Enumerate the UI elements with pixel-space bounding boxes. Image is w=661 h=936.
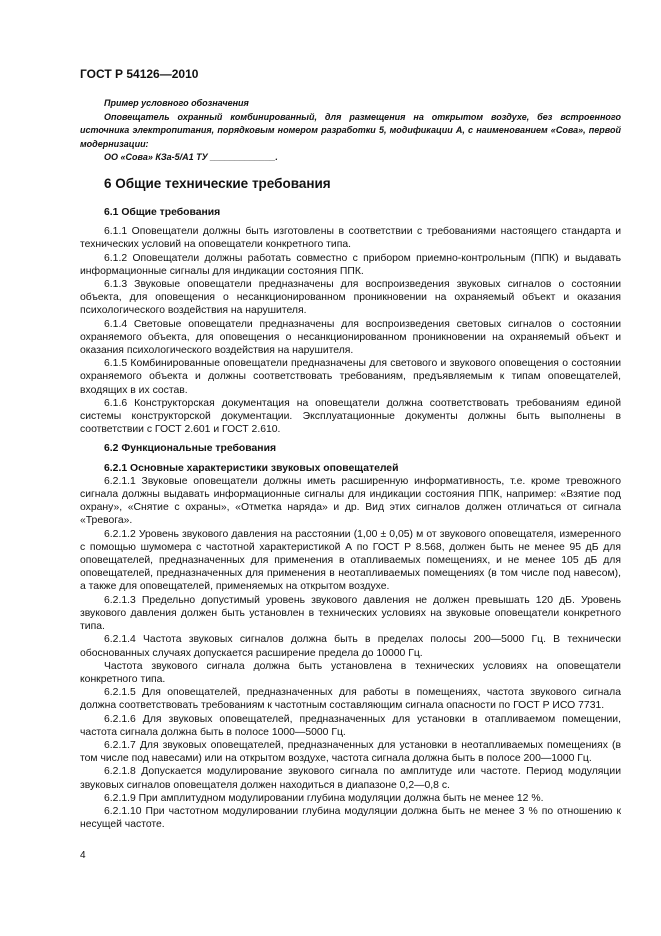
example-title: Пример условного обозначения xyxy=(104,98,249,108)
paragraph-6-1-6: 6.1.6 Конструкторская документация на оповещатели должна соответствовать требованиям единой системы конструкторской документации. Эксплуатационные документы должны быть выполнены в соответствии с ГОСТ 2.601 и ГОСТ 2.610. xyxy=(80,397,621,436)
paragraph-6-1-1: 6.1.1 Оповещатели должны быть изготовлены в соответствии с требованиями настоящего стандарта и технических условий на оповещатели конкретного типа. xyxy=(80,226,621,251)
example-text: Оповещатель охранный комбинированный, для размещения на открытом воздухе, без встроенного источника электропитания, порядковым номером разработки 5, модификации А, с наименованием «Сова», первой модернизации: xyxy=(80,111,621,149)
paragraph-6-1-2: 6.1.2 Оповещатели должны работать совместно с прибором приемно-контрольным (ППК) и выдавать информационные сигналы для индикации состояния ППК. xyxy=(80,252,621,277)
example-designation: ОО «Сова» КЗа-5/А1 ТУ _____________. xyxy=(104,152,278,163)
paragraph-6-2-1-4: 6.2.1.4 Частота звуковых сигналов должна быть в пределах полосы 200—5000 Гц. В технически обоснованных случаях допускается расширение предела до 10000 Гц. xyxy=(80,634,621,659)
paragraph-6-2-1-3: 6.2.1.3 Предельно допустимый уровень звукового давления не должен превышать 120 дБ. Уровень звукового давления должен быть установлен в технических условиях на звуковые оповещатели конкретного типа. xyxy=(80,594,621,633)
paragraph-6-2-1-4-continued: Частота звукового сигнала должна быть установлена в технических условиях на оповещатели конкретного типа. xyxy=(80,660,621,685)
section-6-1-title: 6.1 Общие требования xyxy=(104,207,221,218)
paragraph-6-2-1-2: 6.2.1.2 Уровень звукового давления на расстоянии (1,00 ± 0,05) м от звукового оповещателя, измеренного с помощью шумомера с частотной характеристикой А по ГОСТ Р 8.568, должен быть не менее 95 дБ для оповещателей, предназначенных для применения в отапливаемых помещениях, и не менее 105 дБ для оповещателей, предназначенных для применения в неотапливаемых помещениях (в том числе под навесом), а также для оповещателей, применяемых на открытом воздухе. xyxy=(80,528,621,593)
section-6-body xyxy=(80,206,621,831)
paragraph-6-2-1-10: 6.2.1.10 При частотном модулировании глубина модуляции должна быть не менее 3 % по отношению к несущей частоте. xyxy=(80,805,621,831)
paragraph-6-2-1-1: 6.2.1.1 Звуковые оповещатели должны иметь расширенную информативность, т.е. кроме тревожного сигнала должны выдавать информационные сигналы для индикации состояния ППК, например: «Взятие под охрану», «Снятие с охраны», «Отметка наряда» и др. Вид этих сигналов должен отличаться от сигнала «Тревога». xyxy=(80,475,621,527)
paragraph-6-2-1-8: 6.2.1.8 Допускается модулирование звукового сигнала по амплитуде или частоте. Период модуляции звуковых сигналов оповещателя должен находиться в диапазоне 0,2—0,8 с. xyxy=(80,766,621,791)
paragraph-6-2-1-6: 6.2.1.6 Для звуковых оповещателей, предназначенных для установки в отапливаемом помещении, частота сигнала должна быть в полосе 1000—5000 Гц. xyxy=(80,713,621,738)
section-6-2-1-title: 6.2.1 Основные характеристики звуковых оповещателей xyxy=(104,462,399,474)
document-header: ГОСТ Р 54126—2010 xyxy=(80,67,199,81)
section-6-2-title: 6.2 Функциональные требования xyxy=(104,443,277,455)
paragraph-6-2-1-7: 6.2.1.7 Для звуковых оповещателей, предназначенных для установки в неотапливаемых помещениях (в том числе под навесами) или на открытом воздухе, частота сигнала должна быть в полосе 200—1000 Гц. xyxy=(80,739,621,765)
paragraph-6-2-1-9: 6.2.1.9 При амплитудном модулировании глубина модуляции должна быть не менее 12 %. xyxy=(104,792,544,804)
paragraph-6-1-5: 6.1.5 Комбинированные оповещатели предназначены для светового и звукового оповещения о состоянии охраняемого объекта и должны соответствовать требованиям, предъявляемым к типам оповещателей, входящих в их состав. xyxy=(80,358,621,396)
section-6-title: 6 Общие технические требования xyxy=(104,176,331,191)
designation-example xyxy=(80,97,621,165)
paragraph-6-1-4: 6.1.4 Световые оповещатели предназначены для воспроизведения световых сигналов о состоянии охраняемого объекта, для оповещения о несанкционированном проникновении на охраняемый объект и оказания психологического воздействия на нарушителя. xyxy=(80,318,621,357)
paragraph-6-2-1-5: 6.2.1.5 Для оповещателей, предназначенных для работы в помещениях, частота звукового сигнала должна соответствовать требованиям к частотным составляющим сигнала опасности по ГОСТ Р ИСО 7731. xyxy=(80,687,621,712)
page-number: 4 xyxy=(80,850,86,861)
paragraph-6-1-3: 6.1.3 Звуковые оповещатели предназначены для воспроизведения звуковых сигналов о состоянии объекта, для оповещения о несанкционированном проникновении на охраняемый объект и оказания психологического воздействия на нарушителя. xyxy=(80,279,621,317)
